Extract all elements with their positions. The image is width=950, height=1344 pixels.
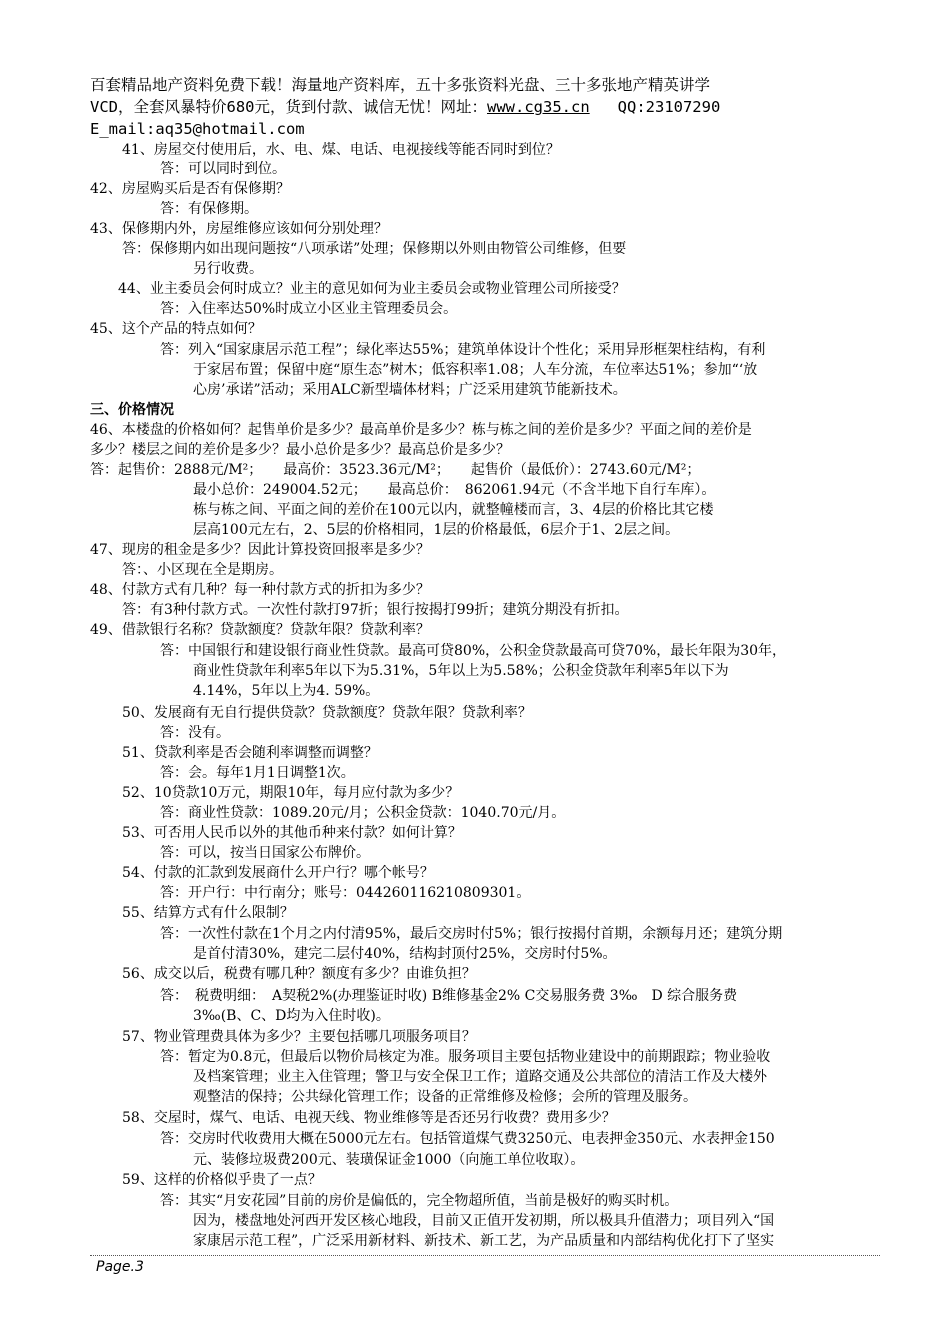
question-51: 51、贷款利率是否会随利率调整而调整？ (122, 745, 378, 761)
answer-55-cont: 是首付清30%，建完二层付40%，结构封顶付25%，交房时付5%。 (193, 946, 617, 962)
question-56: 56、成交以后，税费有哪几种？额度有多少？由谁负担？ (122, 966, 476, 982)
question-54: 54、付款的汇款到发展商什么开户行？哪个帐号？ (122, 865, 434, 881)
answer-56-cont: 3‰(B、C、D均为入住时收)。 (193, 1008, 390, 1024)
answer-46-cont-3: 层高100元左右，2、5层的价格相同，1层的价格最低，6层介于1、2层之间。 (193, 522, 680, 538)
section-heading-price: 三、价格情况 (90, 402, 174, 418)
question-50: 50、发展商有无自行提供贷款？贷款额度？贷款年限？贷款利率？ (122, 705, 532, 721)
answer-43-cont: 另行收费。 (193, 261, 263, 277)
header-line-2 (90, 96, 880, 118)
answer-54: 答：开户行：中行南分；账号：044260116210809301。 (160, 885, 531, 901)
question-41: 41、房屋交付使用后，水、电、煤、电话、电视接线等能否同时到位？ (122, 142, 560, 158)
question-46: 46、本楼盘的价格如何？起售单价是多少？最高单价是多少？栋与栋之间的差价是多少？平面之间的差价是 (90, 422, 752, 438)
answer-57: 答：暂定为0.8元，但最后以物价局核定为准。服务项目主要包括物业建设中的前期跟踪；物业验收 (160, 1049, 771, 1065)
answer-41: 答：可以同时到位。 (160, 161, 286, 177)
answer-49-cont-2: 4.14%，5年以上为4. 59%。 (193, 683, 380, 699)
answer-46: 答：起售价：2888元/M²； 最高价：3523.36元/M²； 起售价（最低价）：2743.60元/M²； (90, 462, 701, 478)
question-49: 49、借款银行名称？贷款额度？贷款年限？贷款利率？ (90, 622, 430, 638)
answer-59-cont-2: 家康居示范工程”，广泛采用新材料、新技术、新工艺，为产品质量和内部结构优化打下了坚实 (193, 1233, 775, 1249)
answer-45: 答：列入“国家康居示范工程”；绿化率达55%；建筑单体设计个性化；采用异形框架柱结构，有利 (160, 342, 766, 358)
answer-46-cont-1: 最小总价：249004.52元； 最高总价： 862061.94元（不含半地下自行车库）。 (193, 482, 716, 498)
page-number: Page.3 (96, 1259, 144, 1275)
answer-50: 答：没有。 (160, 725, 230, 741)
question-47: 47、现房的租金是多少？因此计算投资回报率是多少？ (90, 542, 430, 558)
question-48: 48、付款方式有几种？每一种付款方式的折扣为多少？ (90, 582, 430, 598)
question-58: 58、交屋时，煤气、电话、电视天线、物业维修等是否还另行收费？费用多少？ (122, 1110, 616, 1126)
question-45: 45、这个产品的特点如何？ (90, 321, 262, 337)
answer-43: 答：保修期内如出现问题按“八项承诺”处理；保修期以外则由物管公司维修，但要 (122, 241, 627, 257)
question-55: 55、结算方式有什么限制？ (122, 905, 294, 921)
answer-49-cont-1: 商业性贷款年利率5年以下为5.31%，5年以上为5.58%；公积金贷款年利率5年以下为 (193, 663, 729, 679)
email-address: E_mail:aq35@hotmail.com (90, 120, 305, 138)
answer-53: 答：可以，按当日国家公布牌价。 (160, 845, 370, 861)
question-46-cont: 多少？楼层之间的差价是多少？最小总价是多少？最高总价是多少？ (90, 442, 510, 458)
answer-46-cont-2: 栋与栋之间、平面之间的差价在100元以内，就整幢楼而言，3、4层的价格比其它楼 (193, 502, 714, 518)
qq-number: QQ:23107290 (617, 98, 721, 116)
answer-42: 答：有保修期。 (160, 201, 258, 217)
footer-divider (90, 1255, 880, 1256)
answer-49: 答：中国银行和建设银行商业性贷款。最高可贷80%，公积金贷款最高可贷70%，最长年限为30年， (160, 643, 787, 659)
header-line-2-text: VCD，全套风暴特价680元，货到付款、诚信无忧！网址： (90, 98, 487, 116)
answer-51: 答：会。每年1月1日调整1次。 (160, 765, 355, 781)
website-link[interactable]: www.cg35.cn (487, 98, 590, 116)
page-header (90, 74, 880, 140)
answer-55: 答：一次性付款在1个月之内付清95%，最后交房时付5%；银行按揭付首期，余额每月还；建筑分期 (160, 926, 783, 942)
answer-45-cont-2: 心房’承诺”活动；采用ALC新型墙体材料；广泛采用建筑节能新技术。 (193, 382, 627, 398)
answer-47: 答：、小区现在全是期房。 (122, 562, 283, 578)
answer-56: 答： 税费明细： A契税2%(办理鉴证时收) B维修基金2% C交易服务费 3‰ D 综合服务费 (160, 988, 738, 1004)
question-43: 43、保修期内外，房屋维修应该如何分别处理？ (90, 221, 388, 237)
question-59: 59、这样的价格似乎贵了一点？ (122, 1172, 322, 1188)
question-53: 53、可否用人民币以外的其他币种来付款？如何计算？ (122, 825, 462, 841)
header-line-1: 百套精品地产资料免费下载！海量地产资料库，五十多张资料光盘、三十多张地产精英讲学 (90, 76, 711, 94)
answer-58: 答：交房时代收费用大概在5000元左右。包括管道煤气费3250元、电表押金350元、水表押金150 (160, 1131, 775, 1147)
answer-57-cont-1: 及档案管理；业主入住管理；警卫与安全保卫工作；道路交通及公共部位的清洁工作及大楼外 (193, 1069, 767, 1085)
answer-48: 答：有3种付款方式。一次性付款打97折；银行按揭打99折；建筑分期没有折扣。 (122, 602, 629, 618)
question-52: 52、10贷款10万元，期限10年，每月应付款为多少？ (122, 785, 460, 801)
question-57: 57、物业管理费具体为多少？主要包括哪几项服务项目？ (122, 1029, 476, 1045)
answer-52: 答：商业性贷款：1089.20元/月；公积金贷款：1040.70元/月。 (160, 805, 566, 821)
answer-58-cont: 元、装修垃圾费200元、装璜保证金1000（向施工单位收取）。 (193, 1152, 585, 1168)
answer-59-cont-1: 因为，楼盘地处河西开发区核心地段，目前又正值开发初期，所以极具升值潜力；项目列入“国 (193, 1213, 775, 1229)
answer-44: 答：入住率达50%时成立小区业主管理委员会。 (160, 301, 458, 317)
answer-57-cont-2: 观整洁的保持；公共绿化管理工作；设备的正常维修及检修；会所的管理及服务。 (193, 1089, 697, 1105)
answer-45-cont-1: 于家居布置；保留中庭“原生态”树木；低容积率1.08；人车分流，车位率达51%；参加“‘放 (193, 362, 758, 378)
question-42: 42、房屋购买后是否有保修期？ (90, 181, 290, 197)
question-44: 44、业主委员会何时成立？业主的意见如何为业主委员会或物业管理公司所接受？ (118, 281, 626, 297)
answer-59: 答：其实“月安花园”目前的房价是偏低的，完全物超所值，当前是极好的购买时机。 (160, 1193, 679, 1209)
